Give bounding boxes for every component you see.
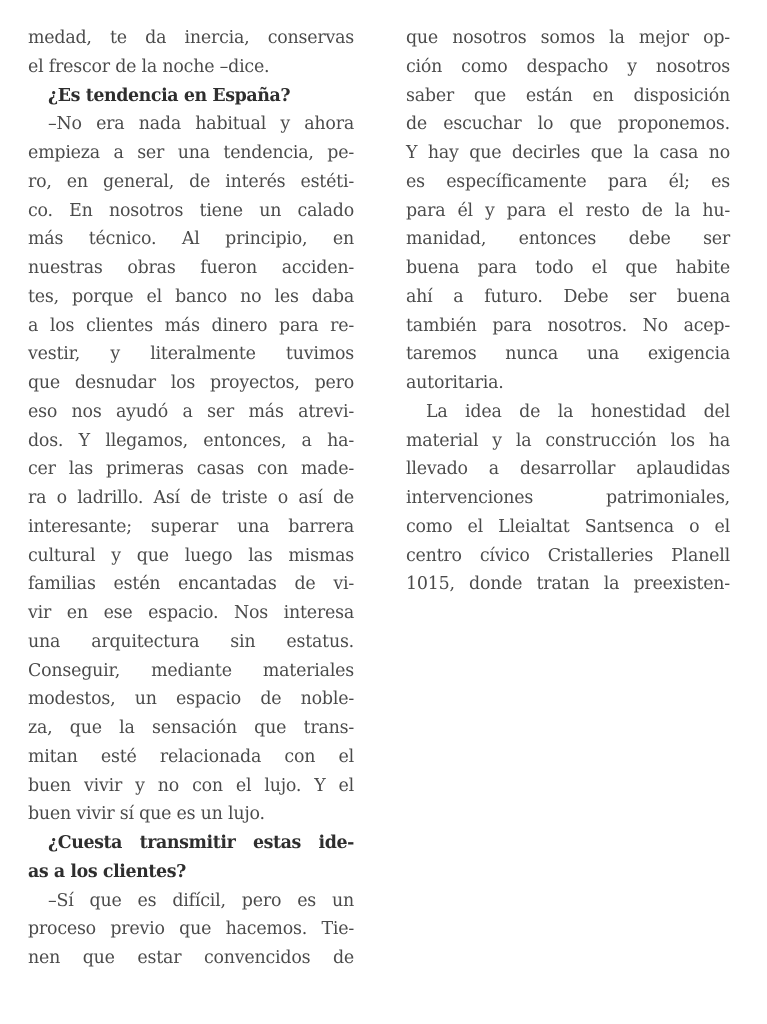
body-text-line: co. En nosotros tiene un calado xyxy=(28,200,354,221)
body-text-line: para él y para el resto de la hu- xyxy=(406,200,730,221)
body-text-line: material y la construcción los ha xyxy=(406,430,730,451)
body-text-line: nen que estar convencidos de xyxy=(28,948,354,968)
body-text-line: de escuchar lo que proponemos. xyxy=(406,114,730,135)
interview-question-line: ¿Es tendencia en España? xyxy=(48,85,291,106)
body-text-line: empieza a ser una tendencia, pe- xyxy=(28,143,354,163)
interview-question-line: ¿Cuesta transmitir estas ide- xyxy=(48,833,354,853)
body-text-line: nuestras obras fueron acciden- xyxy=(28,258,354,278)
body-text-line: como el Lleialtat Santsenca o el xyxy=(406,516,730,537)
body-text-line: buen vivir sí que es un lujo. xyxy=(28,804,265,825)
body-text-line: cultural y que luego las mismas xyxy=(28,545,354,566)
body-text-line: también para nosotros. No acep- xyxy=(406,315,730,336)
body-text-line: –Sí que es difícil, pero es un xyxy=(48,890,354,911)
body-text-line: centro cívico Cristalleries Planell xyxy=(406,545,730,566)
body-text-line: ahí a futuro. Debe ser buena xyxy=(406,286,730,307)
body-text-line: que nosotros somos la mejor op- xyxy=(406,28,730,48)
body-text-line: dos. Y llegamos, entonces, a ha- xyxy=(28,430,354,451)
body-text-line: manidad, entonces debe ser xyxy=(406,229,730,250)
body-text-line: proceso previo que hacemos. Tie- xyxy=(28,919,354,940)
body-text-line: autoritaria. xyxy=(406,373,504,393)
body-text-line: buen vivir y no con el lujo. Y el xyxy=(28,775,354,796)
body-text-line: eso nos ayudó a ser más atrevi- xyxy=(28,401,354,422)
body-text-line: ro, en general, de interés estéti- xyxy=(28,171,354,192)
body-text-line: –No era nada habitual y ahora xyxy=(48,114,354,135)
body-text-line: Conseguir, mediante materiales xyxy=(28,660,354,681)
body-text-line: familias estén encantadas de vi- xyxy=(28,574,354,595)
right-column xyxy=(406,24,730,599)
body-text-line: medad, te da inercia, conservas xyxy=(28,28,354,48)
body-text-line: el frescor de la noche –dice. xyxy=(28,56,270,77)
body-text-line: vestir, y literalmente tuvimos xyxy=(28,344,354,365)
body-text-line: una arquitectura sin estatus. xyxy=(28,631,354,652)
body-text-line: más técnico. Al principio, en xyxy=(28,229,354,250)
body-text-line: intervenciones patrimoniales, xyxy=(406,488,730,508)
body-text-line: 1015, donde tratan la preexisten- xyxy=(406,574,730,595)
body-text-line: saber que están en disposición xyxy=(406,85,730,106)
body-text-line: tes, porque el banco no les daba xyxy=(28,286,354,307)
body-text-line: Y hay que decirles que la casa no xyxy=(406,143,730,163)
body-text-line: La idea de la honestidad del xyxy=(426,401,730,422)
body-text-line: interesante; superar una barrera xyxy=(28,516,354,537)
body-text-line: buena para todo el que habite xyxy=(406,258,730,278)
interview-question-line: as a los clientes? xyxy=(28,861,186,882)
body-text-line: ción como despacho y nosotros xyxy=(406,56,730,77)
body-text-line: za, que la sensación que trans- xyxy=(28,718,354,738)
body-text-line: mitan esté relacionada con el xyxy=(28,746,354,767)
body-text-line: que desnudar los proyectos, pero xyxy=(28,373,354,393)
body-text-line: cer las primeras casas con made- xyxy=(28,459,354,480)
body-text-line: a los clientes más dinero para re- xyxy=(28,315,354,336)
left-column xyxy=(28,24,354,973)
body-text-line: modestos, un espacio de noble- xyxy=(28,689,354,710)
body-text-line: llevado a desarrollar aplaudidas xyxy=(406,459,730,480)
body-text-line: taremos nunca una exigencia xyxy=(406,344,730,365)
body-text-line: ra o ladrillo. Así de triste o así de xyxy=(28,488,354,508)
body-text-line: es específicamente para él; es xyxy=(406,171,730,192)
body-text-line: vir en ese espacio. Nos interesa xyxy=(28,603,354,623)
